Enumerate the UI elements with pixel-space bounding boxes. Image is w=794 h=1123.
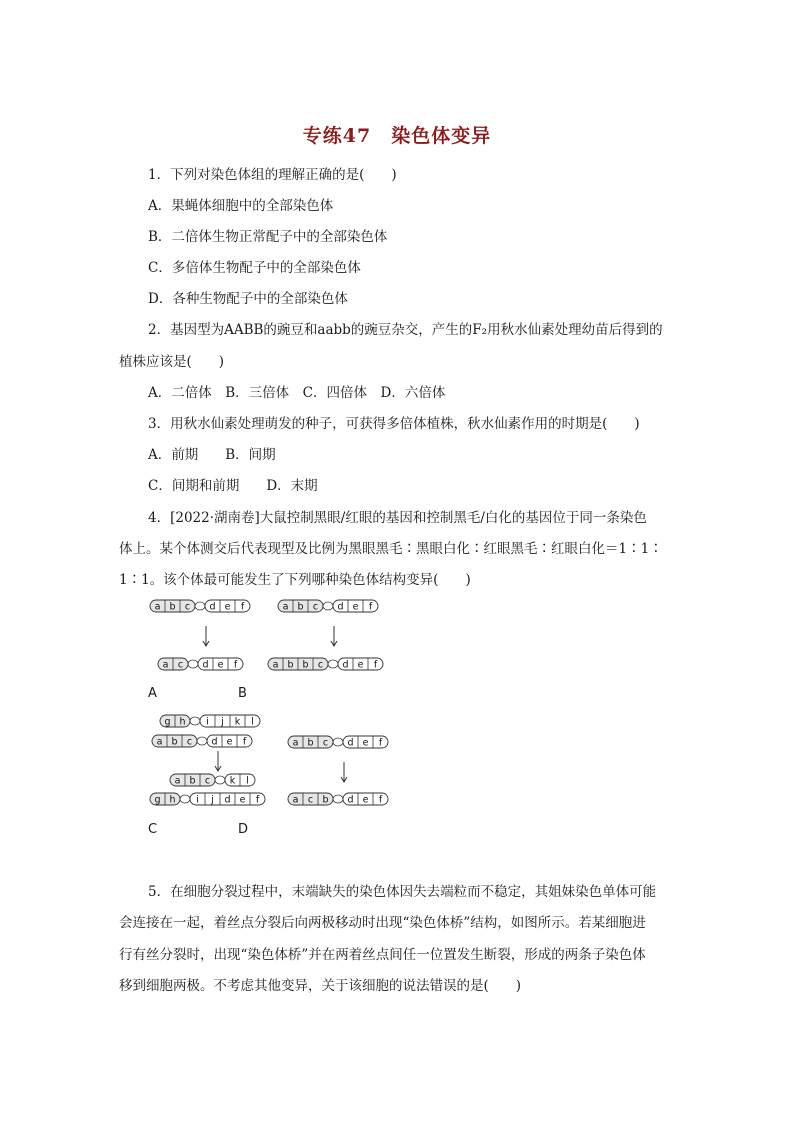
gene-label: d xyxy=(347,794,354,806)
chromosome-c-before-top xyxy=(160,715,260,728)
gene-label: c xyxy=(312,601,319,613)
gene-label: e xyxy=(226,736,233,748)
gene-label: f xyxy=(378,794,383,806)
question-2-line-1: 2．基因型为AABB的豌豆和aabb的豌豆杂交，产生的F₂用秋水仙素处理幼苗后得到的 xyxy=(148,322,663,338)
gene-label: i xyxy=(196,794,199,806)
figure-label-a: A xyxy=(148,686,157,701)
gene-label: c xyxy=(186,736,193,748)
centromere xyxy=(328,660,338,668)
chromosome-a-after xyxy=(158,658,243,671)
gene-label: c xyxy=(204,775,211,787)
gene-label: d xyxy=(337,601,344,613)
gene-label: a xyxy=(272,659,279,671)
gene-label: e xyxy=(224,601,231,613)
chromosome-b-after xyxy=(268,658,383,671)
gene-label: a xyxy=(282,601,289,613)
gene-label: b xyxy=(287,659,294,671)
gene-label: e xyxy=(357,659,364,671)
gene-label: b xyxy=(297,601,304,613)
question-1-option-c: C．多倍体生物配子中的全部染色体 xyxy=(148,260,361,276)
chromosome-d-before xyxy=(288,736,388,749)
question-3-stem: 3．用秋水仙素处理萌发的种子，可获得多倍体植株，秋水仙素作用的时期是( ) xyxy=(148,416,640,432)
gene-label: l xyxy=(246,775,249,787)
centromere xyxy=(190,717,200,725)
gene-label: a xyxy=(154,601,161,613)
centromere xyxy=(333,738,343,746)
chromosome-c-before-bottom xyxy=(152,735,252,748)
gene-label: f xyxy=(255,794,260,806)
gene-label: b xyxy=(169,601,176,613)
question-2-line-2: 植株应该是( ) xyxy=(119,354,225,370)
centromere xyxy=(197,737,207,745)
gene-label: e xyxy=(217,659,224,671)
gene-label: f xyxy=(233,659,238,671)
gene-label: e xyxy=(239,794,246,806)
question-1-option-b: B．二倍体生物正常配子中的全部染色体 xyxy=(148,229,388,245)
gene-label: c xyxy=(184,601,191,613)
chromosome-c-after-top xyxy=(170,774,255,787)
gene-label: b xyxy=(322,794,329,806)
gene-label: j xyxy=(221,716,224,728)
centromere xyxy=(188,660,198,668)
figure-label-c: C xyxy=(148,822,158,837)
gene-label: h xyxy=(179,716,186,728)
chromosome-c-after-bottom xyxy=(150,793,265,806)
gene-label: e xyxy=(362,794,369,806)
question-3-options-row-1: A．前期 B．间期 xyxy=(148,447,276,463)
chromosome-b-before xyxy=(278,600,378,613)
gene-label: l xyxy=(251,716,254,728)
gene-label: f xyxy=(368,601,373,613)
figure-label-b: B xyxy=(238,686,247,701)
gene-label: a xyxy=(174,775,181,787)
chromosome-variation-figure xyxy=(140,594,420,814)
centromere xyxy=(333,795,343,803)
chromosome-a-before xyxy=(150,600,250,613)
gene-label: d xyxy=(211,736,218,748)
centromere xyxy=(195,602,205,610)
gene-label: a xyxy=(162,659,169,671)
gene-label: f xyxy=(240,601,245,613)
question-5-line-4: 移到细胞两极。不考虑其他变异，关于该细胞的说法错误的是( ) xyxy=(119,978,522,994)
gene-label: d xyxy=(202,659,209,671)
gene-label: d xyxy=(224,794,231,806)
question-3-options-row-2: C．间期和前期 D．末期 xyxy=(148,478,318,494)
question-5-line-2: 会连接在一起，着丝点分裂后向两极移动时出现“染色体桥”结构，如图所示。若某细胞进 xyxy=(119,915,646,931)
gene-label: e xyxy=(362,737,369,749)
gene-label: c xyxy=(317,659,324,671)
gene-label: j xyxy=(211,794,214,806)
gene-label: b xyxy=(302,659,309,671)
gene-label: d xyxy=(209,601,216,613)
gene-label: g xyxy=(154,794,161,806)
question-4-line-3: 1∶1。该个体最可能发生了下列哪种染色体结构变异( ) xyxy=(119,572,471,588)
gene-label: e xyxy=(352,601,359,613)
centromere xyxy=(323,602,333,610)
chromosome-d-after xyxy=(288,793,388,806)
gene-label: f xyxy=(378,737,383,749)
question-4-line-2: 体上。某个体测交后代表现型及比例为黑眼黑毛∶黑眼白化∶红眼黑毛∶红眼白化＝1∶1∶ xyxy=(119,541,663,557)
question-5-line-3: 行有丝分裂时，出现“染色体桥”并在两着丝点间任一位置发生断裂，形成的两条子染色体 xyxy=(119,947,646,963)
gene-label: k xyxy=(234,716,241,728)
gene-label: c xyxy=(307,794,314,806)
question-1-option-d: D．各种生物配子中的全部染色体 xyxy=(148,291,348,307)
gene-label: a xyxy=(292,794,299,806)
figure-label-d: D xyxy=(238,822,249,837)
gene-label: a xyxy=(292,737,299,749)
gene-label: f xyxy=(242,736,247,748)
gene-label: i xyxy=(206,716,209,728)
gene-label: g xyxy=(164,716,171,728)
question-4-line-1: 4．[2022·湖南卷]大鼠控制黑眼/红眼的基因和控制黑毛/白化的基因位于同一条染色 xyxy=(148,510,647,526)
gene-label: d xyxy=(347,737,354,749)
gene-label: d xyxy=(342,659,349,671)
question-1-stem: 1．下列对染色体组的理解正确的是( ) xyxy=(148,167,397,183)
gene-label: c xyxy=(177,659,184,671)
gene-label: h xyxy=(169,794,176,806)
question-5-line-1: 5．在细胞分裂过程中，末端缺失的染色体因失去端粒而不稳定，其姐妹染色单体可能 xyxy=(148,884,657,900)
centromere xyxy=(180,795,190,803)
gene-label: c xyxy=(322,737,329,749)
gene-label: b xyxy=(189,775,196,787)
gene-label: k xyxy=(229,775,236,787)
gene-label: f xyxy=(373,659,378,671)
gene-label: b xyxy=(171,736,178,748)
page-title: 专练47 染色体变异 xyxy=(302,125,492,147)
gene-label: a xyxy=(156,736,163,748)
question-2-options: A．二倍体 B．三倍体 C．四倍体 D．六倍体 xyxy=(148,385,446,401)
question-1-option-a: A．果蝇体细胞中的全部染色体 xyxy=(148,198,334,214)
gene-label: b xyxy=(307,737,314,749)
centromere xyxy=(215,776,225,784)
